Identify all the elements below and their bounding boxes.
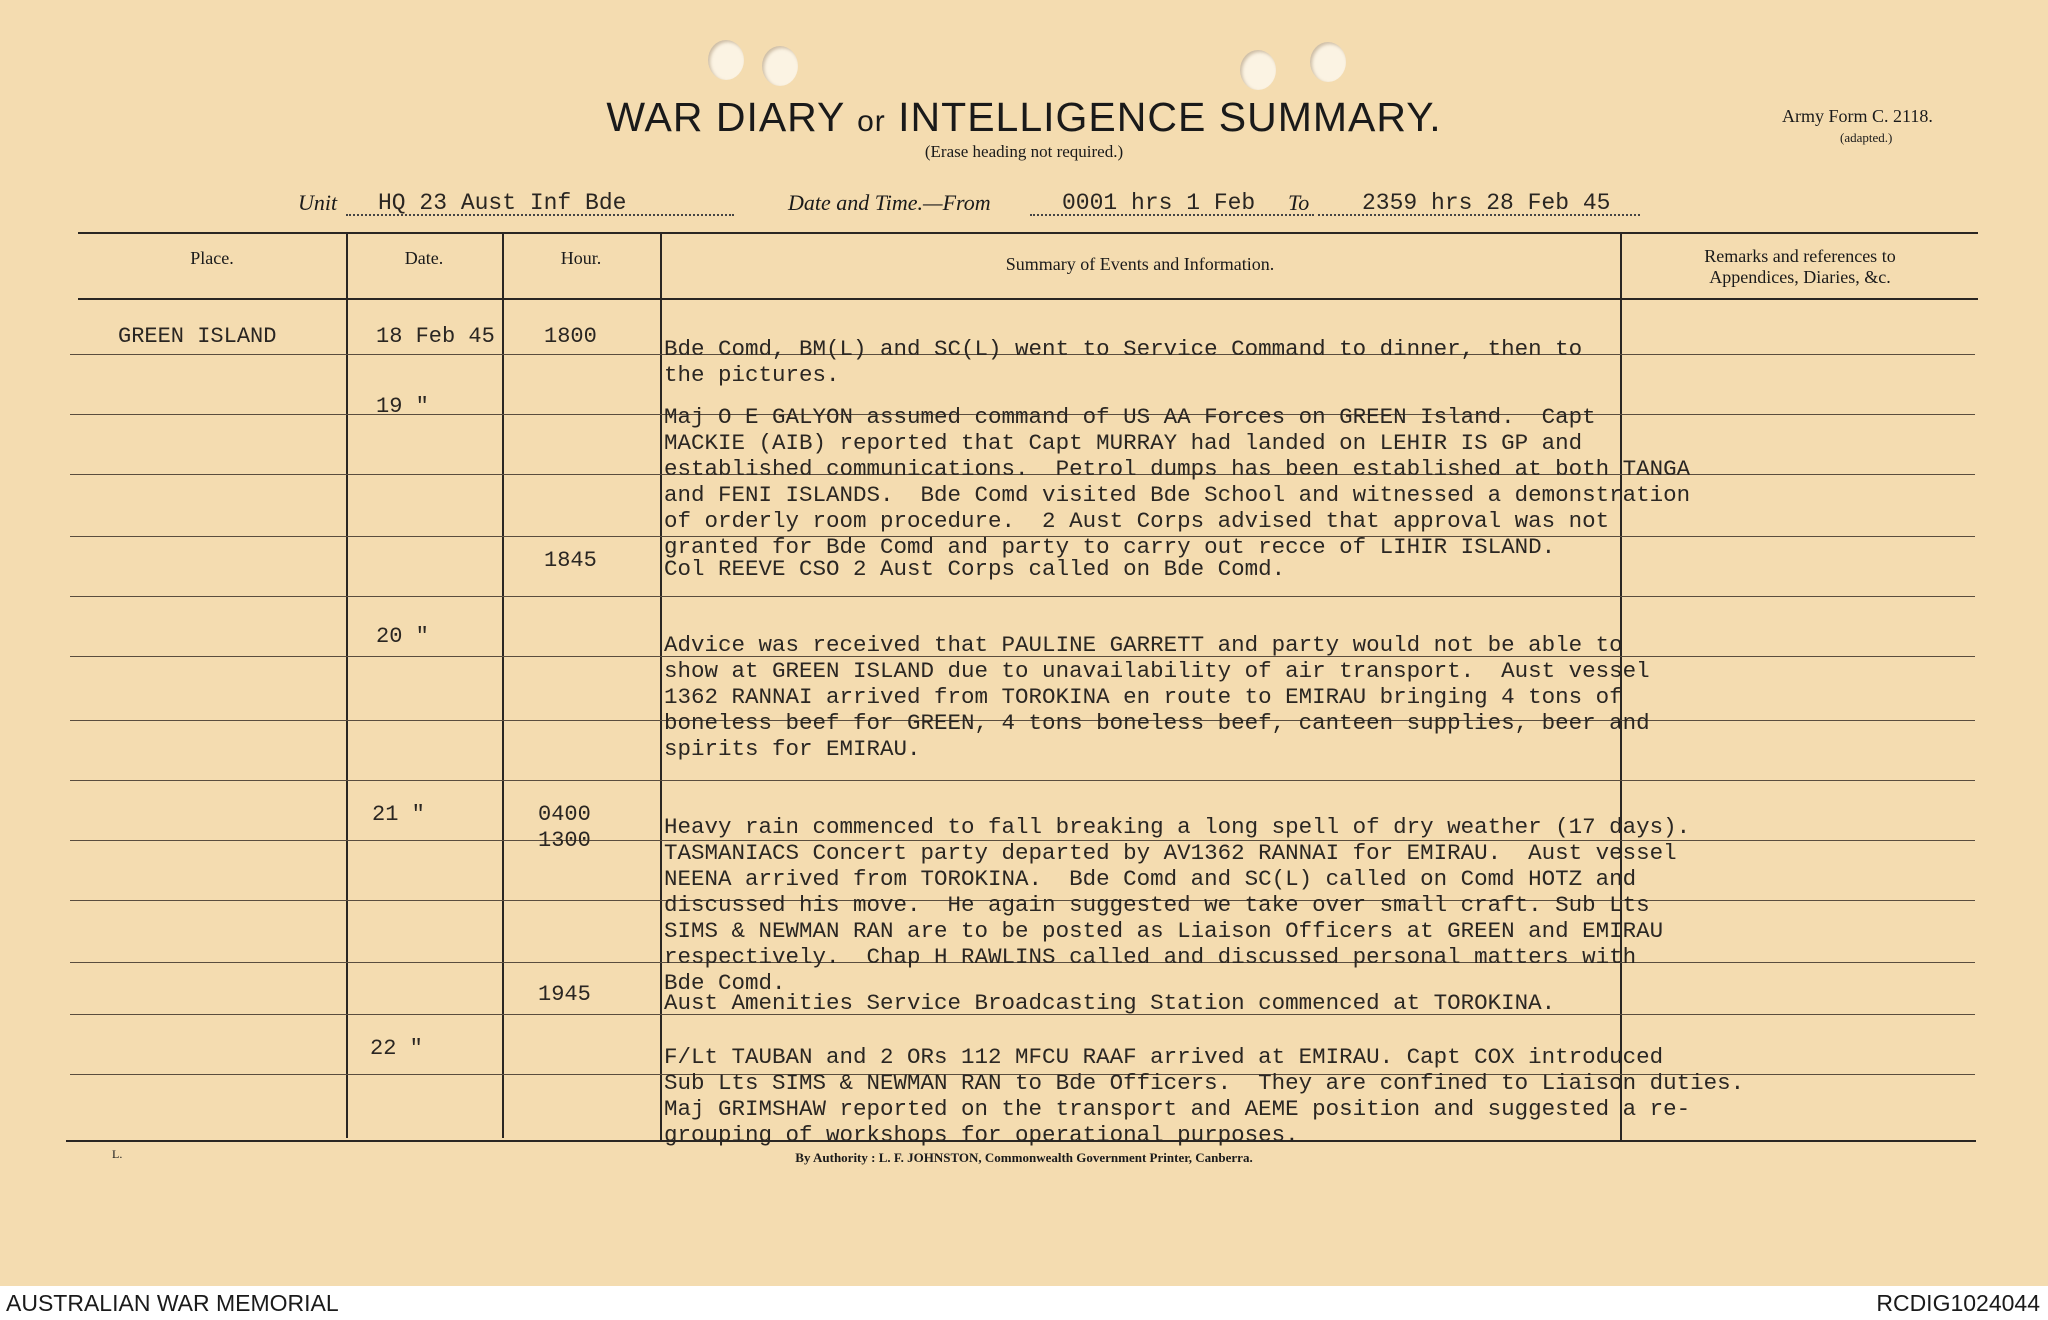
column-header-summary: Summary of Events and Information. — [1005, 254, 1275, 274]
date-cell: 20 " — [376, 624, 429, 649]
army-form-number: Army Form C. 2118. — [1782, 106, 1933, 126]
page-mark: L. — [112, 1147, 123, 1161]
hour-cell: 1800 — [544, 324, 597, 349]
unit-label: Unit — [298, 190, 338, 215]
printer-authority: By Authority : L. F. JOHNSTON, Commonwealth Government Printer, Canberra. — [795, 1150, 1253, 1165]
form-title-part1: WAR DIARY — [606, 94, 845, 140]
entry-summary-19feb: Maj O E GALYON assumed command of US AA Forces on GREEN Island. Capt MACKIE (AIB) reported that Capt MURRAY had landed on LEHIR IS GP and established communications. Petrol dumps has been established at both TANGA and FENI ISLANDS. Bde Comd visited Bde School and witnessed a demonstration of orderly room procedure. 2 Aust Corps advised that approval was not granted for Bde Comd and party to carry out recce of LIHIR ISLAND. — [664, 404, 1691, 560]
ruled-line — [70, 596, 1975, 597]
form-title — [0, 94, 2048, 141]
date-cell: 21 " — [372, 802, 425, 827]
remarks-header-line2: Appendices, Diaries, &c. — [1709, 267, 1891, 287]
column-header-place: Place. — [190, 248, 234, 268]
column-divider — [346, 232, 348, 1138]
column-header-date: Date. — [404, 248, 444, 268]
record-id: RCDIG1024044 — [1876, 1290, 2040, 1316]
hour-cell: 1945 — [538, 982, 591, 1007]
hour-cell: 0400 — [538, 802, 591, 827]
form-title-part2: INTELLIGENCE SUMMARY. — [898, 94, 1442, 140]
date-to-label: To — [1288, 190, 1310, 215]
remarks-header-line1: Remarks and references to — [1704, 246, 1896, 266]
date-cell: 22 " — [370, 1036, 423, 1061]
date-cell: 19 " — [376, 394, 429, 419]
ruled-line — [70, 780, 1975, 781]
column-header-remarks — [1620, 246, 1980, 288]
hour-cell: 1300 — [538, 828, 591, 853]
unit-value: HQ 23 Aust Inf Bde — [378, 190, 627, 216]
army-form-adapted: (adapted.) — [1840, 130, 1893, 145]
punch-hole — [708, 40, 744, 80]
archive-name: AUSTRALIAN WAR MEMORIAL — [6, 1290, 339, 1316]
column-divider — [660, 232, 662, 1142]
hour-cell: 1845 — [544, 548, 597, 573]
form-title-or: or — [857, 105, 886, 138]
table-header-rule — [78, 298, 1978, 300]
date-to-value: 2359 hrs 28 Feb 45 — [1362, 190, 1611, 216]
punch-hole — [1240, 50, 1276, 90]
punch-hole — [1310, 42, 1346, 82]
entry-summary-21feb: Heavy rain commenced to fall breaking a long spell of dry weather (17 days). TASMANIACS Concert party departed by AV1362 RANNAI for EMIRAU. Aust vessel NEENA arrived from TOROKINA. Bde Comd and SC(L) called on Comd HOTZ and discussed his move. He again suggested we take over small craft. Sub Lts SIMS & NEWMAN RAN are to be posted as Liaison Officers at GREEN and EMIRAU respectively. Chap H RAWLINS called and discussed personal matters with Bde Comd. — [664, 814, 1691, 996]
from-dotted-line — [1030, 214, 1314, 216]
column-divider — [502, 232, 504, 1138]
entry-summary-20feb: Advice was received that PAULINE GARRETT and party would not be able to show at GREEN ISLAND due to unavailability of air transport. Aust vessel 1362 RANNAI arrived from TOROKINA en route to EMIRAU bringing 4 tons of boneless beef for GREEN, 4 tons boneless beef, canteen supplies, beer and spirits for EMIRAU. — [664, 632, 1650, 762]
form-subtitle: (Erase heading not required.) — [924, 142, 1124, 161]
date-cell: 18 Feb 45 — [376, 324, 495, 349]
unit-dotted-line — [346, 214, 734, 216]
punch-hole — [762, 46, 798, 86]
date-time-label: Date and Time.—From — [788, 190, 991, 215]
entry-summary-21feb-1945: Aust Amenities Service Broadcasting Station commenced at TOROKINA. — [664, 990, 1556, 1016]
table-top-rule — [78, 232, 1978, 234]
entry-summary-22feb: F/Lt TAUBAN and 2 ORs 112 MFCU RAAF arrived at EMIRAU. Capt COX introduced Sub Lts SIMS & NEWMAN RAN to Bde Officers. They are confined to Liaison duties. Maj GRIMSHAW reported on the transport and AEME position and suggested a re- grouping of workshops for operational purposes. — [664, 1044, 1745, 1148]
date-from-value: 0001 hrs 1 Feb — [1062, 190, 1256, 216]
entry-summary-19feb-1845: Col REEVE CSO 2 Aust Corps called on Bde Comd. — [664, 556, 1286, 582]
column-header-hour: Hour. — [560, 248, 602, 268]
to-dotted-line — [1318, 214, 1640, 216]
place-cell: GREEN ISLAND — [118, 324, 277, 349]
entry-summary-18feb: Bde Comd, BM(L) and SC(L) went to Service Command to dinner, then to the pictures. — [664, 336, 1583, 388]
